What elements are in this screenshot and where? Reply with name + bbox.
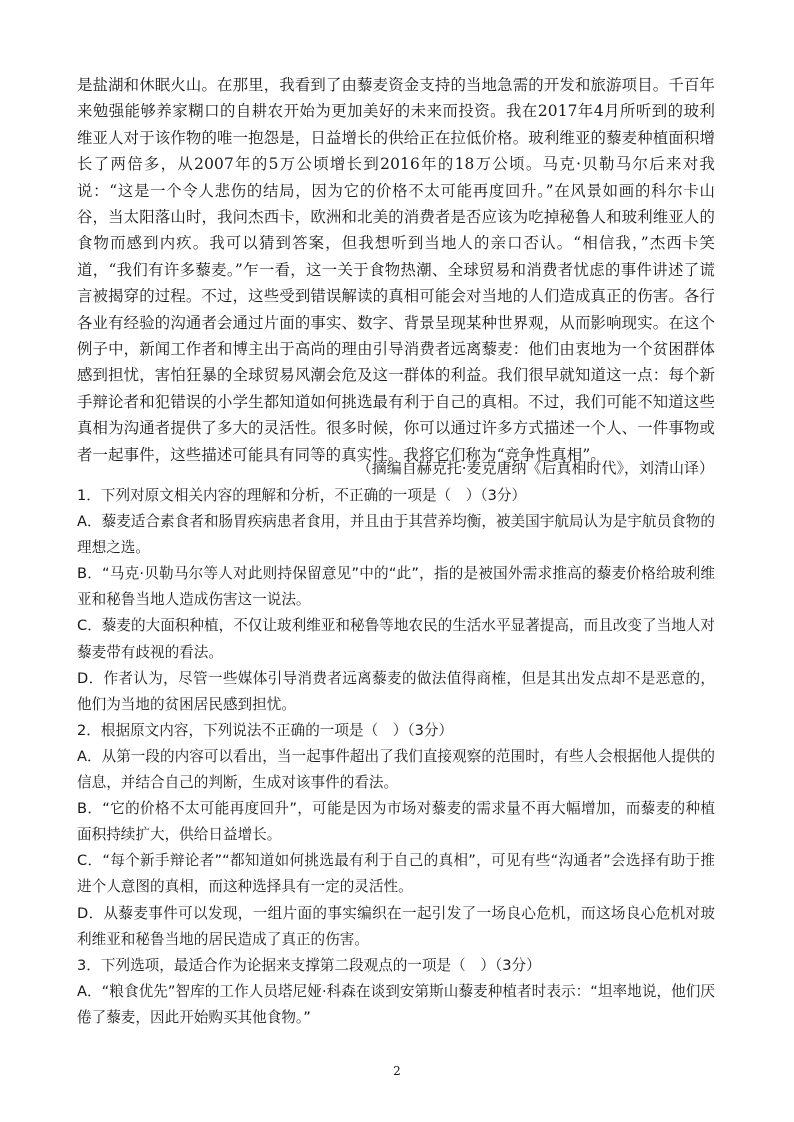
question-option: C．藜麦的大面积种植，不仅让玻利维亚和秘鲁等地农民的生活水平显著提高，而且改变了当地人对藜麦带有歧视的看法。	[77, 617, 715, 661]
question-option: B．“它的价格不太可能再度回升”，可能是因为市场对藜麦的需求量不再大幅增加，而藜麦的种植面积持续扩大，供给日益增长。	[77, 800, 715, 844]
question-option: C．“每个新手辩论者”“都知道如何挑选最有利于自己的真相”，可见有些“沟通者”会选择有助于推进个人意图的真相，而这种选择具有一定的灵活性。	[77, 852, 715, 896]
question-2	[77, 718, 715, 953]
question-list	[77, 483, 715, 1031]
page-number: 2	[393, 1064, 401, 1078]
question-option: B．“马克·贝勒马尔等人对此则持保留意见”中的“此”，指的是被国外需求推高的藜麦价格给玻利维亚和秘鲁当地人造成伤害这一说法。	[77, 565, 715, 609]
question-1	[77, 483, 715, 718]
passage-paragraph: 是盐湖和休眠火山。在那里，我看到了由藜麦资金支持的当地急需的开发和旅游项目。千百年来勉强能够养家糊口的自耕农开始为更加美好的未来而投资。我在2017年4月所听到的玻利维亚人对于该作物的唯一抱怨是，日益增长的供给正在拉低价格。玻利维亚的藜麦种植面积增长了两倍多，从2007年的5万公顷增长到2016年的18万公顷。马克·贝勒马尔后来对我说：“这是一个令人悲伤的结局，因为它的价格不太可能再度回升。”在风景如画的科尔卡山谷，当太阳落山时，我问杰西卡，欧洲和北美的消费者是否应该为吃掉秘鲁人和玻利维亚人的食物而感到内疚。我可以猜到答案，但我想听到当地人的亲口否认。“相信我，”杰西卡笑道，“我们有许多藜麦。”乍一看，这一关于食物热潮、全球贸易和消费者忧虑的事件讲述了谎言被揭穿的过程。不过，这些受到错误解读的真相可能会对当地的人们造成真正的伤害。各行各业有经验的沟通者会通过片面的事实、数字、背景呈现某种世界观，从而影响现实。在这个例子中，新闻工作者和博主出于高尚的理由引导消费者远离藜麦：他们由衷地为一个贫困群体感到担忧，害怕狂暴的全球贸易风潮会危及这一群体的利益。我们很早就知道这一点：每个新手辩论者和犯错误的小学生都知道如何挑选最有利于自己的真相。不过，我们可能不知道这些真相为沟通者提供了多大的灵活性。很多时候，你可以通过许多方式描述一个人、一件事物或者一起事件，这些描述可能具有同等的真实性。我将它们称为“竞争性真相”。	[77, 76, 715, 464]
question-option: A．“粮食优先”智库的工作人员塔尼娅·科森在谈到安第斯山藜麦种植者时表示：“坦率地说，他们厌倦了藜麦，因此开始购买其他食物。”	[77, 982, 715, 1026]
question-option: D．从藜麦事件可以发现，一组片面的事实编织在一起引发了一场良心危机，而这场良心危机对玻利维亚和秘鲁当地的居民造成了真正的伤害。	[77, 904, 715, 948]
passage-source-citation: （摘编自赫克托·麦克唐纳《后真相时代》，刘清山译）	[356, 459, 714, 477]
question-option: A．从第一段的内容可以看出，当一起事件超出了我们直接观察的范围时，有些人会根据他人提供的信息，并结合自己的判断，生成对该事件的看法。	[77, 747, 715, 792]
question-stem: 3．下列选项，最适合作为论据来支撑第二段观点的一项是（ ）（3分）	[77, 956, 541, 974]
question-option: A．藜麦适合素食者和肠胃疾病患者食用，并且由于其营养均衡，被美国宇航局认为是宇航员食物的理想之选。	[77, 513, 715, 557]
question-option: D．作者认为，尽管一些媒体引导消费者远离藜麦的做法值得商榷，但是其出发点却不是恶意的，他们为当地的贫困居民感到担忧。	[77, 669, 715, 713]
question-stem: 2．根据原文内容，下列说法不正确的一项是（ ）（3分）	[77, 721, 454, 739]
question-stem: 1．下列对原文相关内容的理解和分析，不正确的一项是（ ）（3分）	[77, 487, 527, 504]
question-3	[77, 953, 715, 1031]
